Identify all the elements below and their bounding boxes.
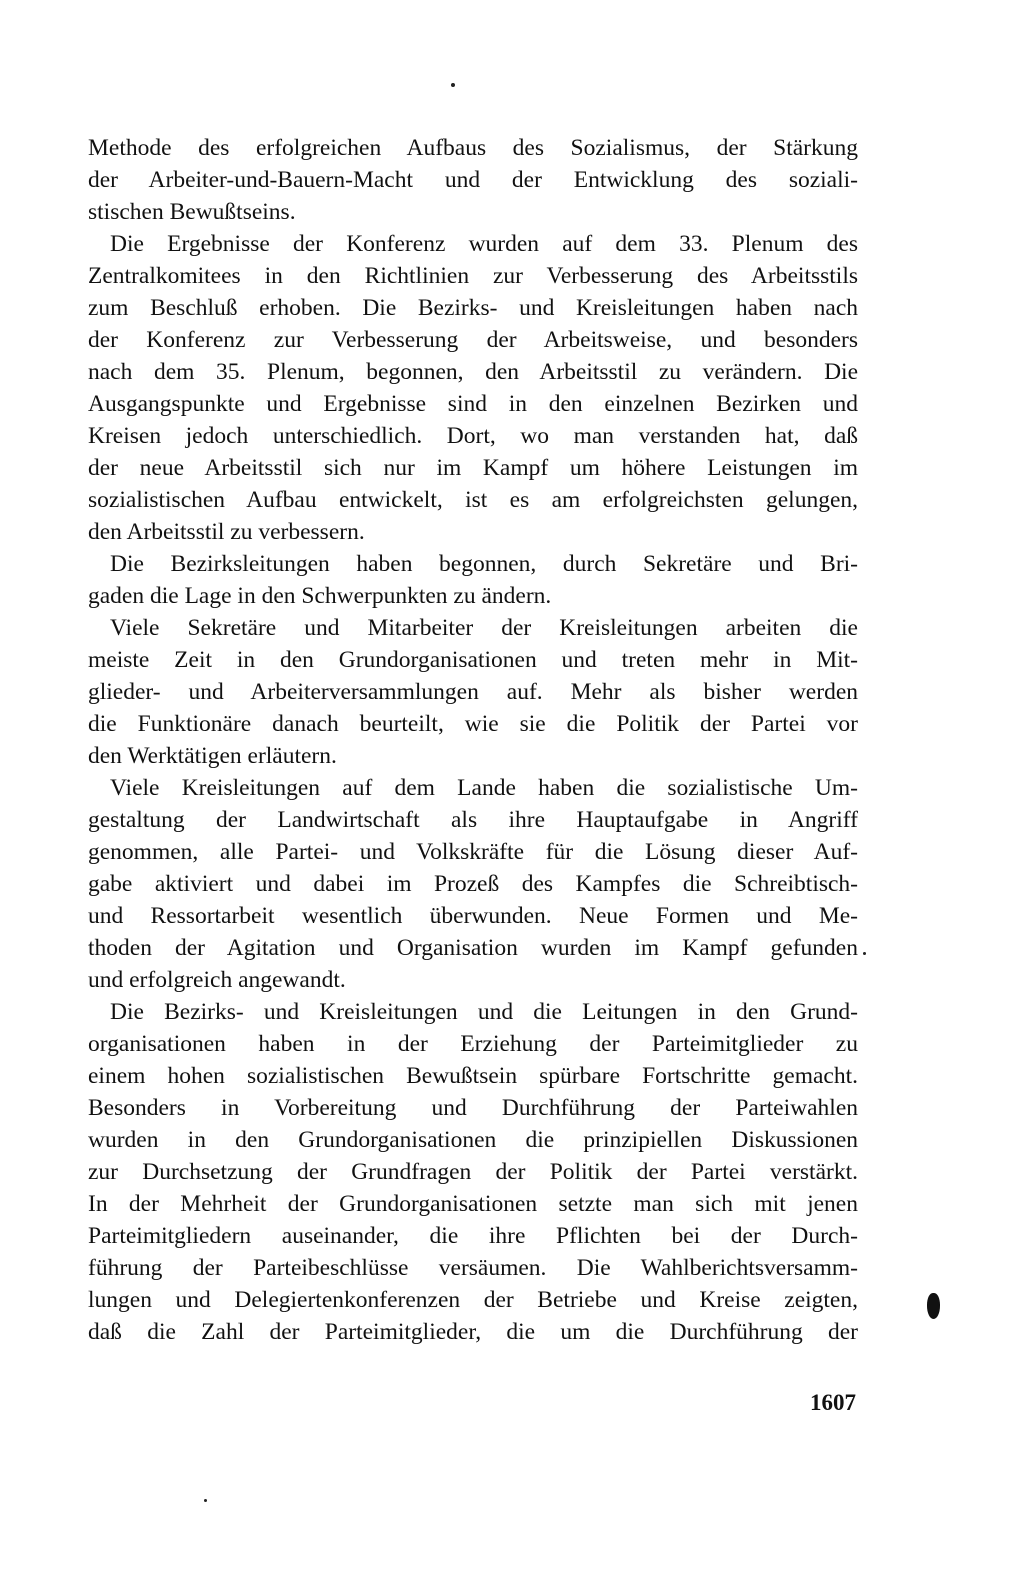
- scan-speck-top: [451, 83, 455, 87]
- text-line: daß die Zahl der Parteimitglieder, die um die Durchführung der: [88, 1319, 858, 1345]
- text-line: In der Mehrheit der Grundorganisationen setzte man sich mit jenen: [88, 1191, 858, 1217]
- text-line: den Arbeitsstil zu verbessern.: [88, 519, 365, 545]
- text-line: gestaltung der Landwirtschaft als ihre Hauptaufgabe in Angriff: [88, 807, 858, 833]
- text-line: thoden der Agitation und Organisation wurden im Kampf gefunden: [88, 935, 858, 961]
- text-line: der Arbeiter-und-Bauern-Macht und der Entwicklung des soziali-: [88, 167, 858, 193]
- text-line: und erfolgreich angewandt.: [88, 967, 346, 993]
- text-line: sozialistischen Aufbau entwickelt, ist es am erfolgreichsten gelungen,: [88, 487, 858, 513]
- text-line: Ausgangspunkte und Ergebnisse sind in den einzelnen Bezirken und: [88, 391, 858, 417]
- text-line: Die Ergebnisse der Konferenz wurden auf dem 33. Plenum des: [110, 231, 858, 257]
- text-line: gaden die Lage in den Schwerpunkten zu ändern.: [88, 583, 552, 609]
- text-line: Methode des erfolgreichen Aufbaus des Sozialismus, der Stärkung: [88, 135, 858, 161]
- text-line: lungen und Delegiertenkonferenzen der Betriebe und Kreise zeigten,: [88, 1287, 858, 1313]
- text-line: der neue Arbeitsstil sich nur im Kampf um höhere Leistungen im: [88, 455, 858, 481]
- text-line: Die Bezirksleitungen haben begonnen, durch Sekretäre und Bri-: [110, 551, 858, 577]
- text-line: Viele Kreisleitungen auf dem Lande haben die sozialistische Um-: [110, 775, 858, 801]
- text-line: Parteimitgliedern auseinander, die ihre Pflichten bei der Durch-: [88, 1223, 858, 1249]
- page-number: 1607: [810, 1390, 856, 1415]
- text-line: meiste Zeit in den Grundorganisationen und treten mehr in Mit-: [88, 647, 858, 673]
- text-line: der Konferenz zur Verbesserung der Arbeitsweise, und besonders: [88, 327, 858, 353]
- text-line: zur Durchsetzung der Grundfragen der Politik der Partei verstärkt.: [88, 1159, 858, 1185]
- scan-speck-bottom: [204, 1499, 207, 1502]
- text-line: einem hohen sozialistischen Bewußtsein spürbare Fortschritte gemacht.: [88, 1063, 858, 1089]
- text-line: und Ressortarbeit wesentlich überwunden. Neue Formen und Me-: [88, 903, 858, 929]
- text-line: stischen Bewußtseins.: [88, 199, 296, 225]
- text-line: Zentralkomitees in den Richtlinien zur Verbesserung des Arbeitsstils: [88, 263, 858, 289]
- text-line: die Funktionäre danach beurteilt, wie sie die Politik der Partei vor: [88, 711, 858, 737]
- text-line: organisationen haben in der Erziehung der Parteimitglieder zu: [88, 1031, 858, 1057]
- text-line: Besonders in Vorbereitung und Durchführung der Parteiwahlen: [88, 1095, 858, 1121]
- text-line: den Werktätigen erläutern.: [88, 743, 337, 769]
- text-line: genommen, alle Partei- und Volkskräfte für die Lösung dieser Auf-: [88, 839, 858, 865]
- text-line: zum Beschluß erhoben. Die Bezirks- und Kreisleitungen haben nach: [88, 295, 858, 321]
- text-line: Viele Sekretäre und Mitarbeiter der Kreisleitungen arbeiten die: [110, 615, 858, 641]
- text-line: wurden in den Grundorganisationen die prinzipiellen Diskussionen: [88, 1127, 858, 1153]
- scan-speck-margin: [863, 952, 866, 955]
- body-text: [88, 132, 858, 1348]
- text-line: nach dem 35. Plenum, begonnen, den Arbeitsstil zu verändern. Die: [88, 359, 858, 385]
- text-line: führung der Parteibeschlüsse versäumen. Die Wahlberichtsversamm-: [88, 1255, 858, 1281]
- text-line: Die Bezirks- und Kreisleitungen und die Leitungen in den Grund-: [110, 999, 858, 1025]
- text-line: glieder- und Arbeiterversammlungen auf. Mehr als bisher werden: [88, 679, 858, 705]
- text-line: Kreisen jedoch unterschiedlich. Dort, wo man verstanden hat, daß: [88, 423, 858, 449]
- text-line: gabe aktiviert und dabei im Prozeß des Kampfes die Schreibtisch-: [88, 871, 858, 897]
- ink-blot-mark: [927, 1293, 940, 1319]
